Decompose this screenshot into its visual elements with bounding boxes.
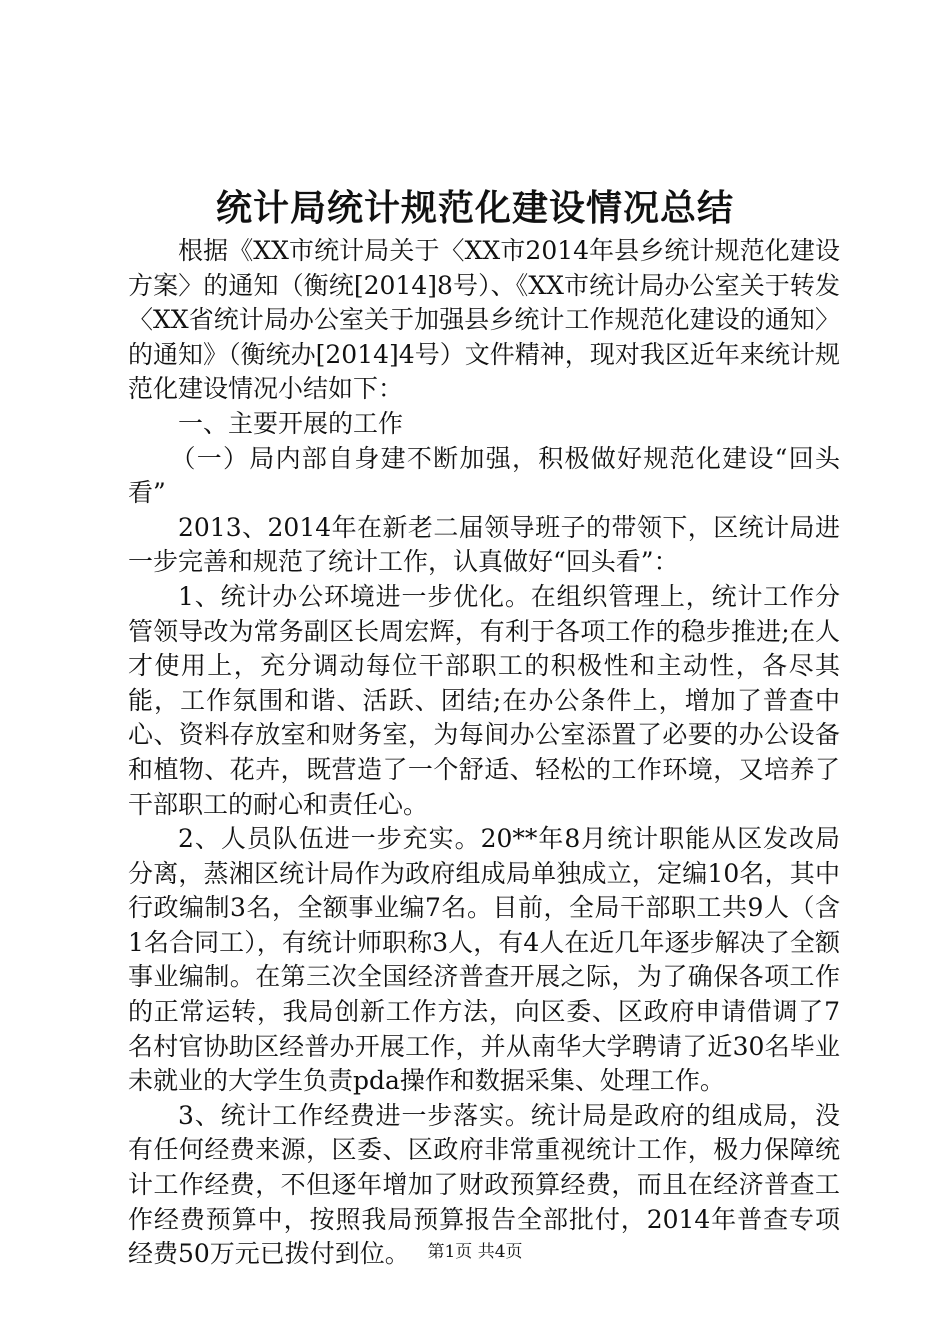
document-title: 统计局统计规范化建设情况总结 xyxy=(215,187,734,229)
item-office-environment: 1、统计办公环境进一步优化。在组织管理上，统计工作分管领导改为常务副区长周宏辉，有利于各项工作的稳步推进;在人才使用上，充分调动每位干部职工的积极性和主动性，各尽其能，工作氛围和谐、活跃、团结;在办公条件上，增加了普查中心、资料存放室和财务室，为每间办公室添置了必要的办公设备和植物、花卉，既营造了一个舒适、轻松的工作环境，又培养了干部职工的耐心和责任心。 xyxy=(128,581,840,819)
item-staff-team: 2、人员队伍进一步充实。20**年8月统计职能从区发改局分离，蒸湘区统计局作为政府组成局单独成立，定编10名，其中行政编制3名，全额事业编7名。目前，全局干部职工共9人（含1名合同工），有统计师职称3人，有4人在近几年逐步解决了全额事业编制。在第三次全国经济普查开展之际，为了确保各项工作的正常运转，我局创新工作方法，向区委、区政府申请借调了7名村官协助区经普办开展工作，并从南华大学聘请了近30名毕业未就业的大学生负责pda操作和数据采集、处理工作。 xyxy=(128,824,840,1096)
section-heading-main-work: 一、主要开展的工作 xyxy=(178,408,404,438)
document-body xyxy=(128,234,840,1272)
review-paragraph: 2013、2014年在新老二届领导班子的带领下，区统计局进一步完善和规范了统计工作，认真做好“回头看”： xyxy=(128,512,840,577)
intro-paragraph: 根据《XX市统计局关于〈XX市2014年县乡统计规范化建设方案〉的通知（衡统[2014]8号）、《XX市统计局办公室关于转发〈XX省统计局办公室关于加强县乡统计工作规范化建设的通知〉的通知》（衡统办[2014]4号）文件精神，现对我区近年来统计规范化建设情况小结如下： xyxy=(128,236,840,404)
subsection-heading-internal: （一）局内部自身建不断加强，积极做好规范化建设“回头看” xyxy=(128,443,840,508)
page-footer: 第1页 共4页 xyxy=(427,1242,523,1262)
item-work-funding: 3、统计工作经费进一步落实。统计局是政府的组成局，没有任何经费来源，区委、区政府非常重视统计工作，极力保障统计工作经费，不但逐年增加了财政预算经费，而且在经济普查工作经费预算中，按照我局预算报告全部批付，2014年普查专项经费50万元已拨付到位。 xyxy=(128,1100,840,1269)
